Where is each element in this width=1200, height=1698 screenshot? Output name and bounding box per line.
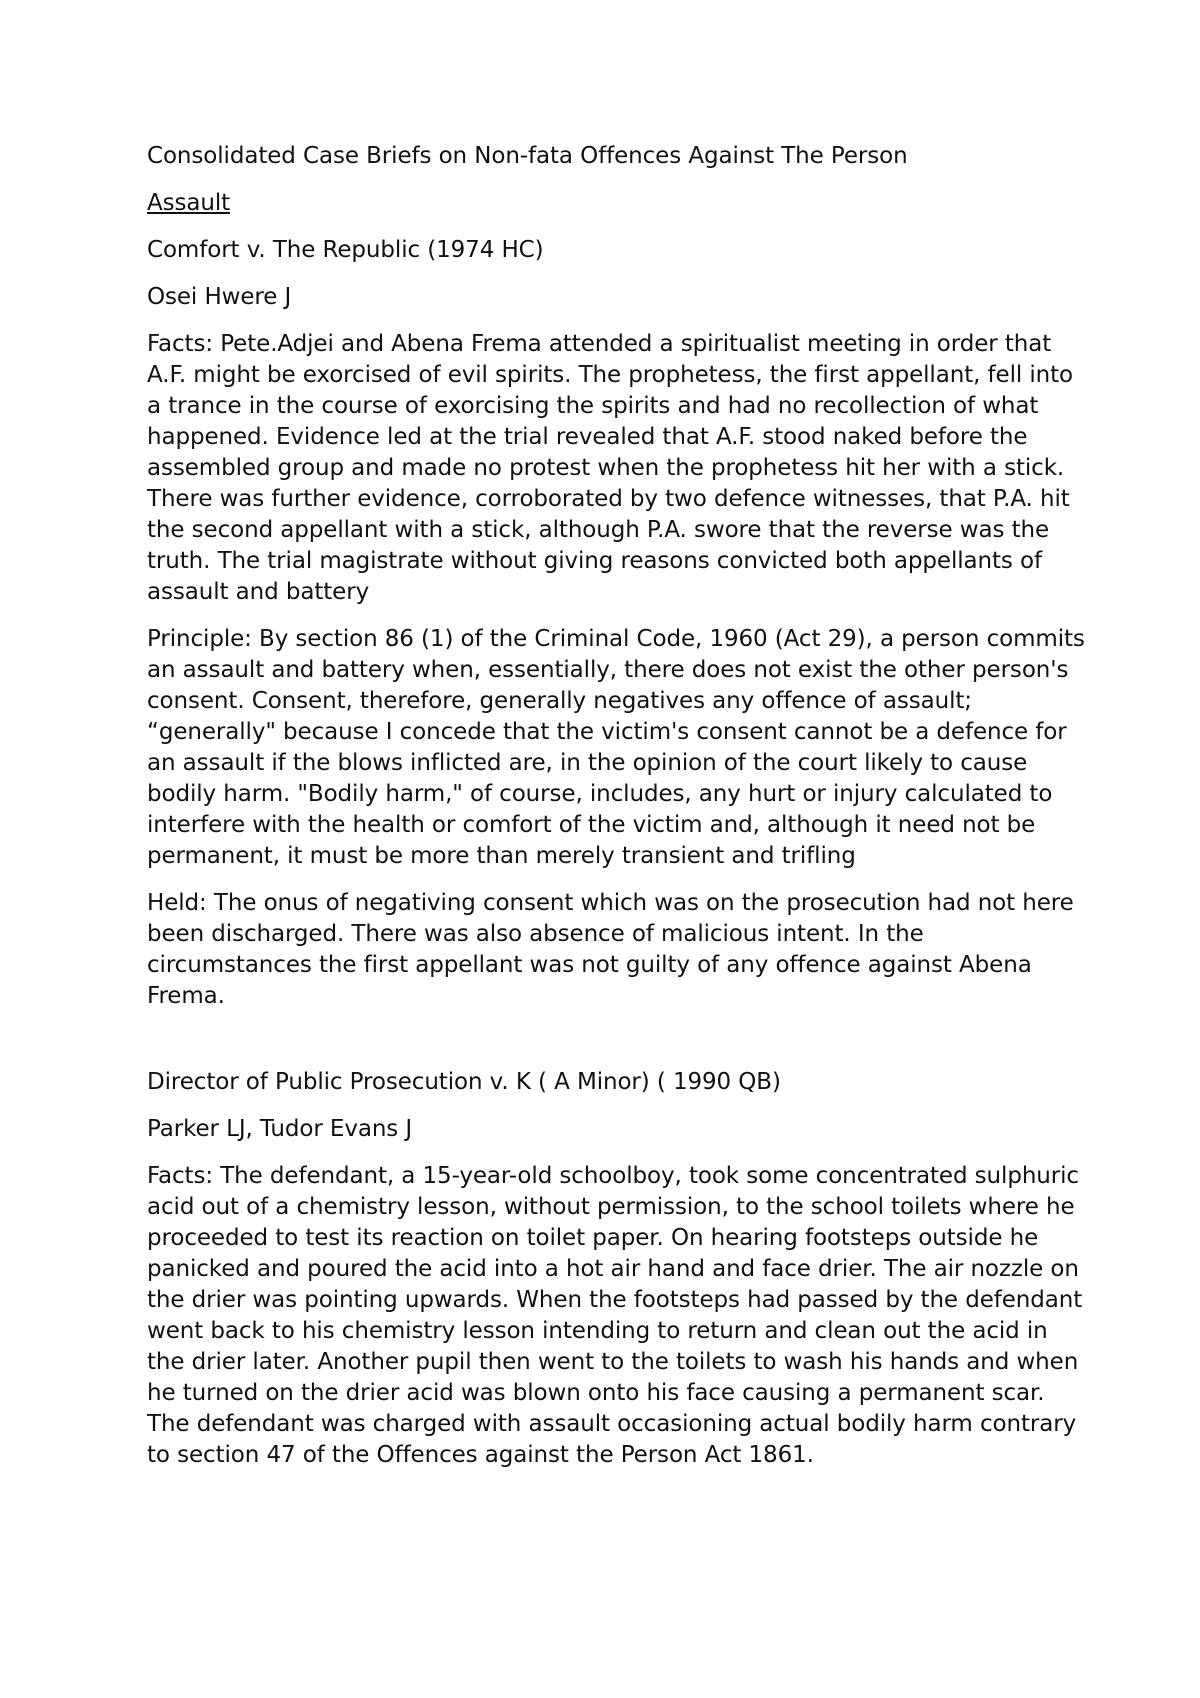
document-title: Consolidated Case Briefs on Non-fata Offences Against The Person (147, 143, 908, 169)
case-name: Director of Public Prosecution v. K ( A Minor) ( 1990 QB) (147, 1069, 781, 1095)
section-heading-assault: Assault (147, 190, 231, 216)
case-held: Held: The onus of negativing consent which was on the prosecution had not here been discharged. There was also absence of malicious intent. In the circumstances the first appellant was not guilty of any offence against Abena Frema. (147, 890, 1074, 1009)
document-body (147, 141, 1087, 1487)
case-name: Comfort v. The Republic (1974 HC) (147, 237, 544, 263)
case-judge: Osei Hwere J (147, 284, 292, 310)
case-principle: Principle: By section 86 (1) of the Criminal Code, 1960 (Act 29), a person commits an assault and battery when, essentially, there does not exist the other person's consent. Consent, therefore, generally negatives any offence of assault; “generally" because I concede that the victim's consent cannot be a defence for an assault if the blows inflicted are, in the opinion of the court likely to cause bodily harm. "Bodily harm," of course, includes, any hurt or injury calculated to interfere with the health or comfort of the victim and, although it need not be permanent, it must be more than merely transient and trifling (147, 626, 1085, 869)
case-facts: Facts: The defendant, a 15-year-old schoolboy, took some concentrated sulphuric acid out of a chemistry lesson, without permission, to the school toilets where he proceeded to test its reaction on toilet paper. On hearing footsteps outside he panicked and poured the acid into a hot air hand and face drier. The air nozzle on the drier was pointing upwards. When the footsteps had passed by the defendant went back to his chemistry lesson intending to return and clean out the acid in the drier later. Another pupil then went to the toilets to wash his hands and when he turned on the drier acid was blown onto his face causing a permanent scar. The defendant was charged with assault occasioning actual bodily harm contrary to section 47 of the Offences against the Person Act 1861. (147, 1163, 1083, 1468)
case-facts: Facts: Pete.Adjei and Abena Frema attended a spiritualist meeting in order that A.F. might be exorcised of evil spirits. The prophetess, the first appellant, fell into a trance in the course of exorcising the spirits and had no recollection of what happened. Evidence led at the trial revealed that A.F. stood naked before the assembled group and made no protest when the prophetess hit her with a stick. There was further evidence, corroborated by two defence witnesses, that P.A. hit the second appellant with a stick, although P.A. swore that the reverse was the truth. The trial magistrate without giving reasons convicted both appellants of assault and battery (147, 331, 1074, 605)
paragraph-gap (147, 1028, 1087, 1067)
case-judge: Parker LJ, Tudor Evans J (147, 1116, 413, 1142)
